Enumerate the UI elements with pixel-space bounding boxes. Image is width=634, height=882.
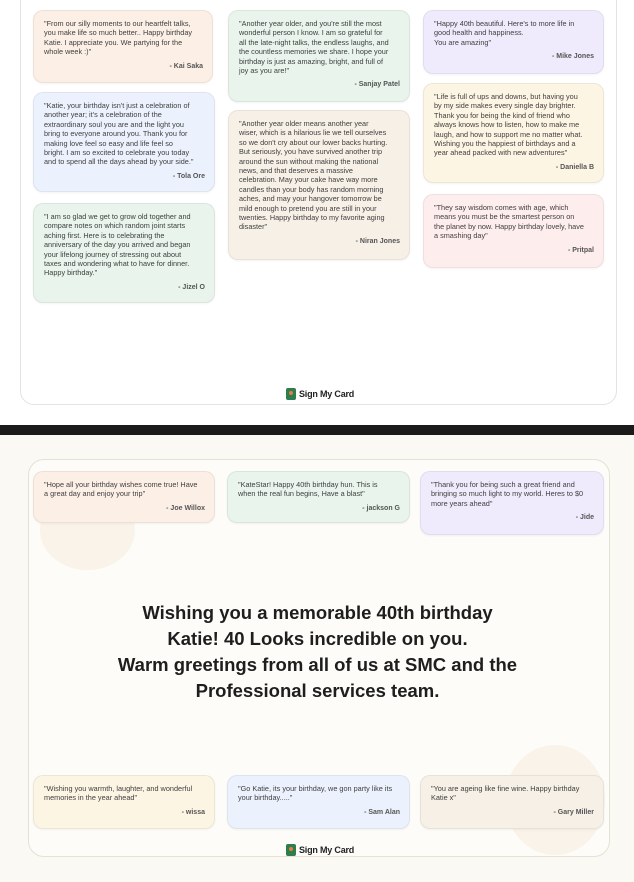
message-text: "Katie, your birthday isn't just a celebration of another year; it's a celebration of the extraordinary soul you are and the light you bring to everyone around you. Thank you for making love feel so easy and life feel so bright. I am so excited to celebrate you today and to spend all the days ahead by your side."	[44, 101, 194, 167]
message-card	[33, 10, 213, 83]
message-card	[420, 775, 604, 829]
message-signature: - Mike Jones	[551, 53, 594, 61]
card-logo-icon	[286, 388, 296, 400]
sign-my-card-logo	[286, 388, 354, 400]
message-card	[227, 471, 410, 523]
message-signature: - jackson G	[362, 504, 400, 512]
message-card	[33, 203, 215, 303]
message-text: "Hope all your birthday wishes come true! Have a great day and enjoy your trip"	[44, 480, 198, 499]
message-card	[228, 110, 410, 260]
message-text: "I am so glad we get to grow old together and compare notes on which random joint starts aching first. Here is to celebrating the anniversary of the day you arrived and began your lifelong journey of stressing out about taxes and wondering what to have for dinner. Happy birthday."	[44, 212, 191, 278]
logo-text: Sign My Card	[299, 389, 355, 399]
message-signature: - Sam Alan	[364, 808, 400, 816]
message-signature: - Niran Jones	[355, 237, 400, 245]
page-divider	[0, 425, 634, 435]
card-page-2	[0, 435, 634, 882]
message-text: "Happy 40th beautiful. Here's to more life in good health and happiness. You are amazing"	[434, 19, 575, 47]
message-card	[420, 471, 604, 535]
message-card	[228, 10, 410, 102]
message-card	[33, 775, 215, 829]
message-signature: - Jide	[575, 514, 594, 522]
card-page-1	[0, 0, 620, 425]
card-logo-icon	[286, 844, 296, 856]
message-signature: - Gary Miller	[553, 808, 594, 816]
message-text: "Thank you for being such a great friend and bringing so much light to my world. Heres to $0 more years ahead"	[431, 480, 584, 508]
message-text: "Another year older means another year wiser, which is a hilarious lie we tell ourselves so we don't cry about our lower backs hurting. But seriously, you have survived another trip around the sun without making the national news, and that deserves a massive celebration. May your cake have way more candles than your body has random morning aches, and may your hangover tomorrow be mild enough to pretend you are still in your twenties. Happy birthday to my favorite aging disaster"	[239, 119, 388, 232]
message-signature: - Tola Ore	[172, 172, 205, 180]
message-text: "Another year older, and you're still the most wonderful person I know. I am so grateful for all the late-night talks, the endless laughs, and the countless memories we share. I hope your birthday is just as amazing, bright, and full of joy as you are!"	[239, 19, 389, 76]
message-card	[33, 92, 215, 192]
message-text: "Wishing you warmth, laughter, and wonderful memories in the year ahead"	[44, 784, 193, 803]
message-card	[423, 194, 604, 268]
logo-text: Sign My Card	[299, 845, 355, 855]
message-signature: - wissa	[181, 808, 205, 816]
message-card	[423, 83, 604, 183]
message-text: "From our silly moments to our heartfelt talks, you make life so much better.. Happy birthday Katie. I appreciate you. We partying for the whole week :)"	[44, 19, 193, 57]
message-text: "Go Katie, its your birthday, we gon party like its your birthday....."	[238, 784, 393, 803]
message-signature: - Daniella B	[555, 163, 594, 171]
message-text: "KateStar! Happy 40th birthday hun. This is when the real fun begins, Have a blast"	[238, 480, 378, 499]
message-card	[227, 775, 410, 829]
message-signature: - Joe Willox	[166, 504, 205, 512]
message-signature: - Sanjay Patel	[354, 81, 400, 89]
sign-my-card-logo	[286, 844, 354, 856]
message-text: "They say wisdom comes with age, which means you must be the smartest person on the planet by now. Happy birthday lovely, have a smashing day"	[434, 203, 584, 241]
headline-text: Wishing you a memorable 40th birthday Katie! 40 Looks incredible on you. Warm greetings from all of us at SMC and the Professional services team.	[117, 602, 518, 701]
message-text: "You are ageing like fine wine. Happy birthday Katie x"	[431, 784, 580, 803]
message-signature: - Kai Saka	[169, 62, 203, 70]
message-signature: - Jizel O	[178, 283, 205, 291]
message-card	[423, 10, 604, 74]
message-signature: - Pritpal	[567, 246, 594, 254]
message-card	[33, 471, 215, 523]
message-text: "Life is full of ups and downs, but having you by my side makes every single day brighter. Thank you for being the kind of friend who always knows how to listen, how to make me laugh, and how to support me no matter what. Wishing you the happiest of birthdays and a year ahead packed with new adventures"	[434, 92, 583, 158]
birthday-headline	[60, 600, 575, 704]
